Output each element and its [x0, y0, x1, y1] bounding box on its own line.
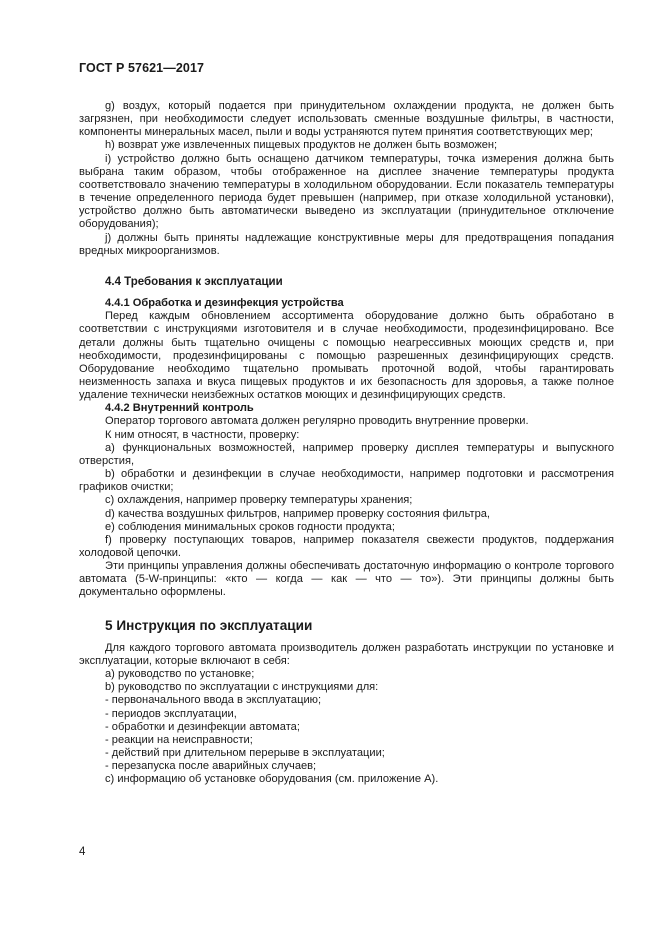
dash-item: - перезапуска после аварийных случаев;	[105, 760, 317, 773]
section-heading-5: 5 Инструкция по эксплуатации	[105, 617, 313, 633]
subsection-heading-4-4-2: 4.4.2 Внутренний контроль	[105, 402, 254, 415]
section-heading-4-4: 4.4 Требования к эксплуатации	[105, 275, 283, 288]
check-item-c: c) охлаждения, например проверку температуры хранения;	[105, 494, 413, 507]
dash-item: - действий при длительном перерыве в эксплуатации;	[105, 747, 385, 760]
instruction-item-a: a) руководство по установке;	[105, 668, 255, 681]
check-item-b: b) обработки и дезинфекции в случае необходимости, например подготовки и рассмотрения графиков очистки;	[79, 468, 614, 494]
check-item-d: d) качества воздушных фильтров, например проверку состояния фильтра,	[105, 507, 490, 520]
instruction-item-b: b) руководство по эксплуатации с инструкциями для:	[105, 681, 379, 694]
check-item-f: f) проверку поступающих товаров, например показателя свежести продуктов, поддержания холодовой цепочки.	[79, 533, 614, 559]
list-item-i: i) устройство должно быть оснащено датчиком температуры, точка измерения должна быть выбрана таким образом, чтобы отображенное на дисплее значение температуры продукта соответствовало значению температуры в холодильном оборудовании. Если показатель температуры в течение определенного периода будет превышен (например, при отказе холодильной установки), устройство должно быть автоматически выведено из эксплуатации (принудительное отключение оборудования);	[79, 152, 614, 231]
dash-item: - периодов эксплуатации,	[105, 707, 237, 720]
paragraph-4-4-2-lead: К ним относят, в частности, проверку:	[105, 428, 300, 441]
dash-item: - реакции на неисправности;	[105, 733, 253, 746]
list-item-g: g) воздух, который подается при принудительном охлаждении продукта, не должен быть загрязнен, при необходимости следует использовать сменные воздушные фильтры, в частности, компоненты минеральных масел, пыли и воды устраняются путем принятия соответствующих мер;	[79, 100, 614, 139]
paragraph-4-4-1: Перед каждым обновлением ассортимента оборудование должно быть обработано в соответствии с инструкциями изготовителя и в случае необходимости, продезинфицировано. Все детали должны быть тщательно очищены с помощью неагрессивных моющих средств и, при необходимости, продезинфицированы с помощью разрешенных дезинфицирующих средств. Оборудование необходимо тщательно промывать проточной водой, чтобы гарантировать неизменность запаха и вкуса пищевых продуктов и их безопасность для здоровья, а также полное удаление технически неизбежных остатков моющих и дезинфицирующих средств.	[79, 310, 614, 402]
list-item-j: j) должны быть приняты надлежащие конструктивные меры для предотвращения попадания вредных микроорганизмов.	[79, 231, 614, 257]
page-body	[79, 100, 614, 787]
subsection-heading-4-4-1: 4.4.1 Обработка и дезинфекция устройства	[105, 297, 344, 310]
dash-item: - первоначального ввода в эксплуатацию;	[105, 694, 322, 707]
paragraph-4-4-2-outro: Эти принципы управления должны обеспечивать достаточную информацию о контроле торгового автомата (5-W-принципы: «кто — когда — как — что — то»). Эти принципы должны быть документально оформлены.	[79, 560, 614, 599]
dash-item: - обработки и дезинфекции автомата;	[105, 720, 300, 733]
page-number: 4	[79, 846, 86, 858]
document-header: ГОСТ Р 57621—2017	[79, 61, 205, 75]
paragraph-4-4-2-intro: Оператор торгового автомата должен регулярно проводить внутренние проверки.	[105, 415, 529, 428]
list-item-h: h) возврат уже извлеченных пищевых продуктов не должен быть возможен;	[105, 139, 498, 152]
paragraph-5-intro: Для каждого торгового автомата производитель должен разработать инструкции по установке и эксплуатации, которые включают в себя:	[79, 641, 614, 667]
check-item-a: a) функциональных возможностей, например проверку дисплея температуры и выпускного отверстия,	[79, 441, 614, 467]
instruction-item-c: c) информацию об установке оборудования (см. приложение А).	[105, 773, 439, 786]
check-item-e: e) соблюдения минимальных сроков годности продукта;	[105, 520, 395, 533]
